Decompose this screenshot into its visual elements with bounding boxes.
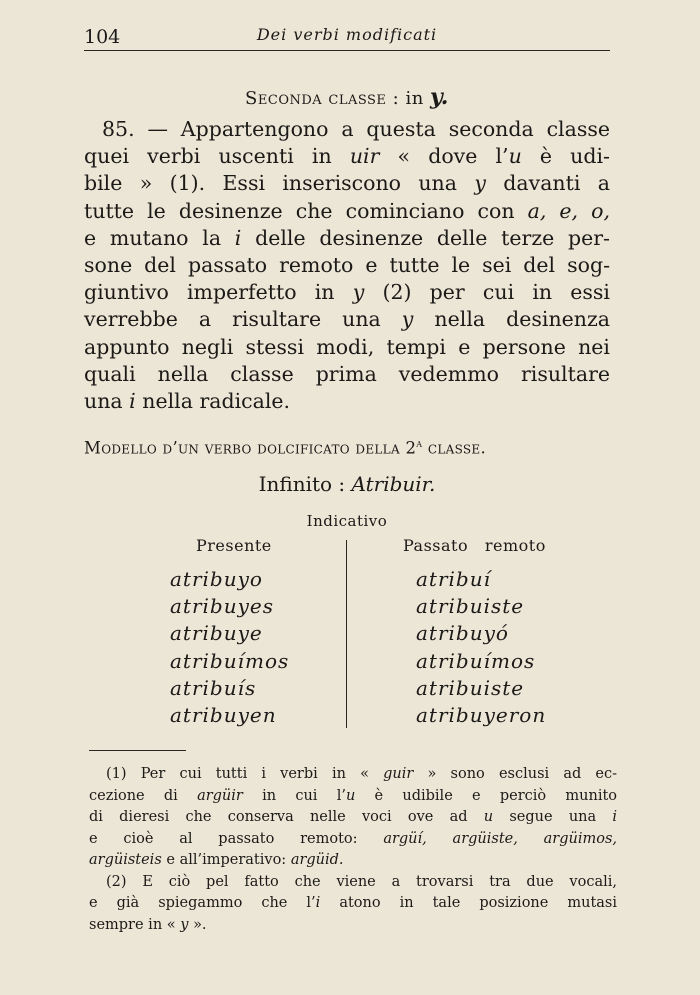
infinitive-verb: Atribuir. — [351, 472, 436, 496]
footnote-1-line: e cioè al passato remoto: argüí, argüiste, argüimos, — [89, 830, 617, 847]
passato-remoto-forms — [416, 566, 546, 729]
verb-form: atribuyó — [416, 621, 509, 646]
paragraph-line: e mutano la i delle desinenze delle terze per- — [84, 225, 610, 250]
paragraph-line: una i nella radicale. — [84, 389, 291, 414]
verb-form: atribuiste — [416, 675, 525, 700]
verb-form: atribuye — [170, 621, 263, 646]
page-header — [84, 22, 610, 51]
footnote-2-line: (2) E ciò pel fatto che viene a trovarsi tra due vocali, — [106, 873, 617, 890]
paragraph-line: 85. — Appartengono a questa seconda classe — [102, 117, 610, 141]
mood-label: Indicativo — [306, 512, 388, 530]
column-divider — [346, 540, 347, 728]
paragraph-85 — [84, 116, 610, 415]
verb-form: atribuyo — [170, 567, 263, 591]
page-number: 104 — [84, 26, 121, 48]
paragraph-line: bile » (1). Essi inseriscono una y davanti a — [84, 171, 610, 196]
section-title-letter: y. — [430, 84, 449, 110]
verb-form: atribuís — [170, 675, 257, 700]
footnotes — [89, 764, 617, 936]
paragraph-line: verrebbe a risultare una y nella desinenza — [84, 307, 611, 332]
section-title-text: Seconda classe : — [245, 88, 400, 109]
verb-form: atribuí — [416, 567, 491, 591]
paragraph-line: quei verbi uscenti in uir « dove l’u è udi- — [84, 144, 610, 169]
running-title: Dei verbi modificati — [256, 25, 438, 44]
footnote-2-line: e già spiegammo che l’i atono in tale posizione mutasi — [89, 895, 618, 911]
paragraph-line: sone del passato remoto e tutte le sei del sog- — [84, 253, 610, 278]
column-header-passato-remoto: Passato remoto — [403, 536, 546, 555]
footnote-1-line: cezione di argüir in cui l’u è udibile e perciò munito — [89, 787, 618, 804]
paragraph-line: appunto negli stessi modi, tempi e persone nei — [84, 334, 610, 359]
footnote-1-line: argüisteis e all’imperativo: argüid. — [89, 852, 344, 868]
footnote-1-line: di dieresi che conserva nelle voci ove ad u segue una i — [89, 809, 618, 825]
model-heading: Modello d’un verbo dolcificato della 2$^a$ classe. — [84, 437, 487, 458]
verb-form: atribuyes — [170, 594, 274, 619]
verb-form: atribuyeron — [416, 703, 547, 728]
infinitive-line — [84, 472, 610, 496]
column-header-presente: Presente — [196, 536, 272, 555]
footnote-2-line: sempre in « y ». — [89, 916, 207, 933]
verb-form: atribuímos — [170, 648, 290, 673]
footnote-rule — [89, 750, 186, 751]
footnote-1-line: (1) Per cui tutti i verbi in « guir » sono esclusi ad ec- — [106, 766, 618, 782]
verb-form: atribuímos — [416, 648, 536, 673]
paragraph-line: giuntivo imperfetto in y (2) per cui in essi — [84, 280, 610, 305]
verb-form: atribuiste — [416, 594, 525, 619]
paragraph-line: tutte le desinenze che cominciano con a, e, o, — [84, 198, 611, 223]
infinitive-label: Infinito : — [258, 472, 346, 496]
verb-form: atribuyen — [170, 703, 277, 728]
paragraph-line: quali nella classe prima vedemmo risultare — [84, 361, 610, 386]
section-title: Seconda classe : in y. — [245, 84, 449, 110]
presente-forms — [170, 566, 289, 729]
